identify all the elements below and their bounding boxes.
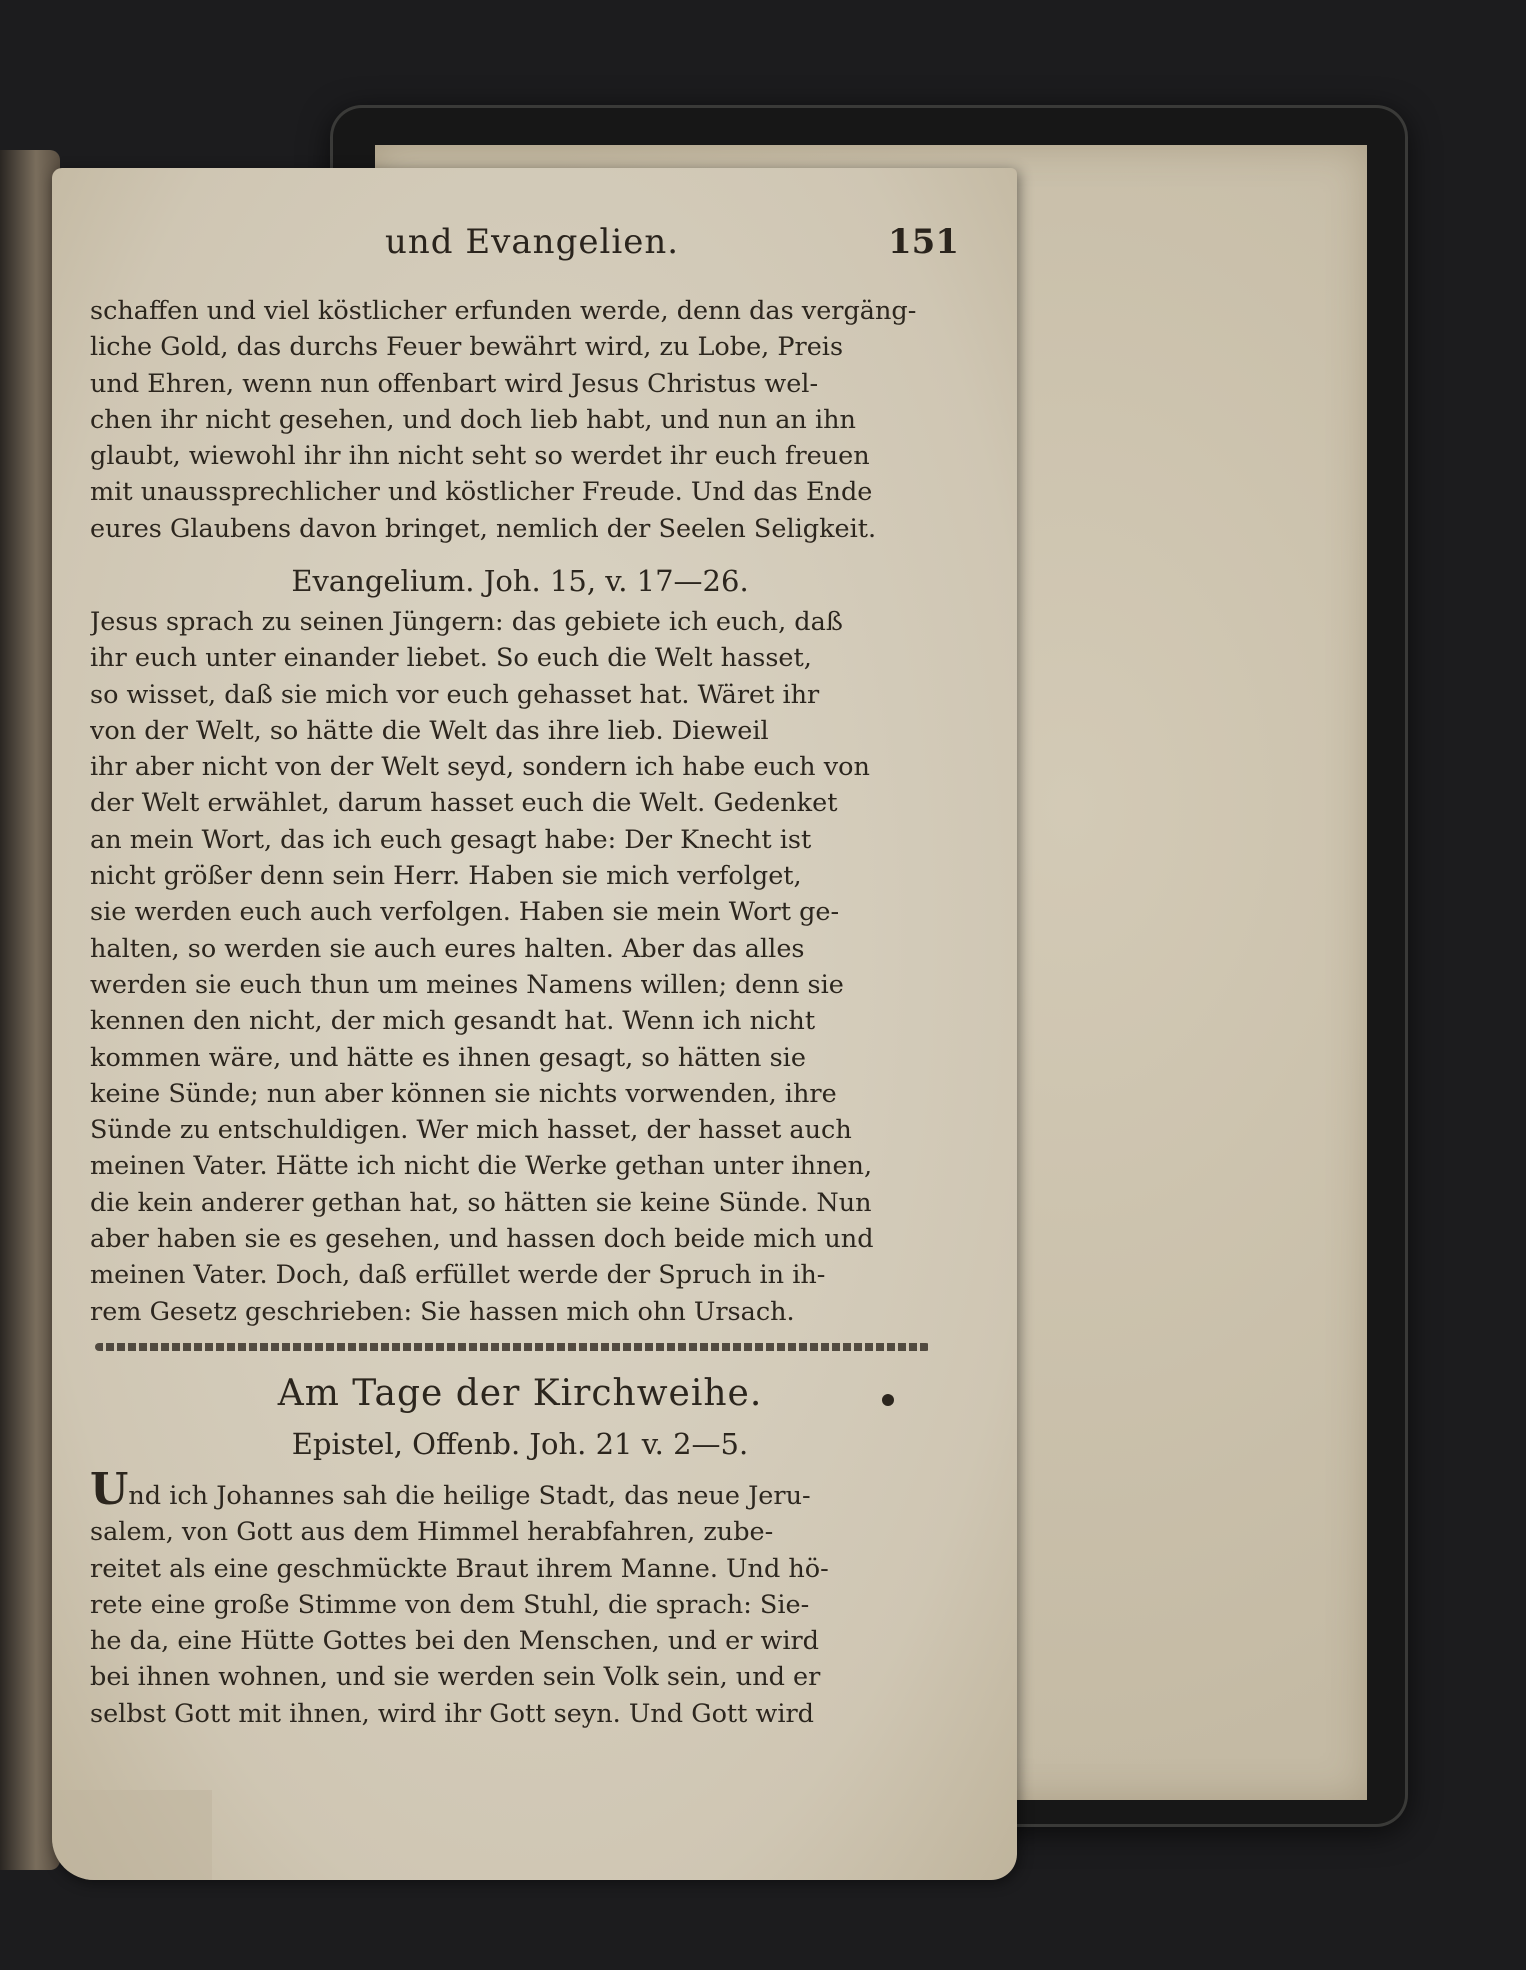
feast-title: Am Tage der Kirchweihe. xyxy=(277,1373,763,1414)
text-line: rete eine große Stimme von dem Stuhl, die sprach: Sie- xyxy=(90,1589,810,1620)
text-line: an mein Wort, das ich euch gesagt habe: Der Knecht ist xyxy=(90,824,812,855)
adjacent-page-edge xyxy=(0,150,60,1870)
text-line: aber haben sie es gesehen, und hassen doch beide mich und xyxy=(90,1224,874,1255)
text-line: selbst Gott mit ihnen, wird ihr Gott seyn. Und Gott wird xyxy=(90,1698,815,1729)
text-line: die kein anderer gethan hat, so hätten sie keine Sünde. Nun xyxy=(90,1187,872,1218)
text-line: rem Gesetz geschrieben: Sie hassen mich ohn Ursach. xyxy=(90,1296,795,1327)
text-line-first xyxy=(90,1472,950,1514)
text-line: ihr aber nicht von der Welt seyd, sondern ich habe euch von xyxy=(90,752,870,783)
text-line: kennen den nicht, der mich gesandt hat. Wenn ich nicht xyxy=(90,1006,816,1037)
text-line: werden sie euch thun um meines Namens willen; denn sie xyxy=(90,969,844,1000)
ornamental-rule xyxy=(95,1343,930,1351)
text-line: liche Gold, das durchs Feuer bewährt wird, zu Lobe, Preis xyxy=(90,332,844,363)
text-line: meinen Vater. Doch, daß erfüllet werde der Spruch in ih- xyxy=(90,1260,826,1291)
drop-cap: U xyxy=(90,1472,129,1515)
epistle-ending-paragraph xyxy=(90,293,950,547)
text-line: meinen Vater. Hätte ich nicht die Werke gethan unter ihnen, xyxy=(90,1151,873,1182)
text-line: bei ihnen wohnen, und sie werden sein Volk sein, und er xyxy=(90,1662,821,1693)
text-line: glaubt, wiewohl ihr ihn nicht seht so werdet ihr euch freuen xyxy=(90,441,870,472)
text-line: kommen wäre, und hätte es ihnen gesagt, so hätten sie xyxy=(90,1042,806,1073)
text-line: ihr euch unter einander liebet. So euch die Welt hasset, xyxy=(90,643,812,674)
text-line: halten, so werden sie auch eures halten. Aber das alles xyxy=(90,933,805,964)
page-wear-corner xyxy=(52,1790,212,1880)
text-line: sie werden euch auch verfolgen. Haben sie mein Wort ge- xyxy=(90,897,840,928)
text-line: chen ihr nicht gesehen, und doch lieb habt, und nun an ihn xyxy=(90,404,856,435)
running-title: und Evangelien. xyxy=(385,222,680,262)
text-line: schaffen und viel köstlicher erfunden werde, denn das vergäng- xyxy=(90,296,917,326)
first-line-text: nd ich Johannes sah die heilige Stadt, das neue Jeru- xyxy=(128,1481,811,1511)
feast-epistle-paragraph xyxy=(90,1472,950,1732)
text-line: he da, eine Hütte Gottes bei den Menschen, und er wird xyxy=(90,1626,819,1657)
text-line: der Welt erwählet, darum hasset euch die Welt. Gedenket xyxy=(90,788,838,819)
ink-dot xyxy=(882,1394,894,1406)
epistle-heading: Epistel, Offenb. Joh. 21 v. 2—5. xyxy=(291,1427,749,1461)
text-line: mit unaussprechlicher und köstlicher Freude. Und das Ende xyxy=(90,477,873,508)
text-line: nicht größer denn sein Herr. Haben sie mich verfolget, xyxy=(90,861,802,892)
gospel-heading: Evangelium. Joh. 15, v. 17—26. xyxy=(291,564,749,598)
gospel-paragraph xyxy=(90,604,950,1330)
text-line: und Ehren, wenn nun offenbart wird Jesus Christus wel- xyxy=(90,368,819,399)
text-line: Sünde zu entschuldigen. Wer mich hasset, der hasset auch xyxy=(90,1115,852,1146)
page-number: 151 xyxy=(888,222,959,262)
text-line: von der Welt, so hätte die Welt das ihre lieb. Dieweil xyxy=(90,715,769,746)
text-line: Jesus sprach zu seinen Jüngern: das gebiete ich euch, daß xyxy=(90,607,843,637)
text-line: eures Glaubens davon bringet, nemlich der Seelen Seligkeit. xyxy=(90,513,877,544)
text-line: so wisset, daß sie mich vor euch gehasset hat. Wäret ihr xyxy=(90,679,820,710)
text-line: keine Sünde; nun aber können sie nichts vorwenden, ihre xyxy=(90,1078,837,1109)
text-line: reitet als eine geschmückte Braut ihrem Manne. Und hö- xyxy=(90,1553,829,1584)
text-line: salem, von Gott aus dem Himmel herabfahren, zube- xyxy=(90,1517,774,1548)
